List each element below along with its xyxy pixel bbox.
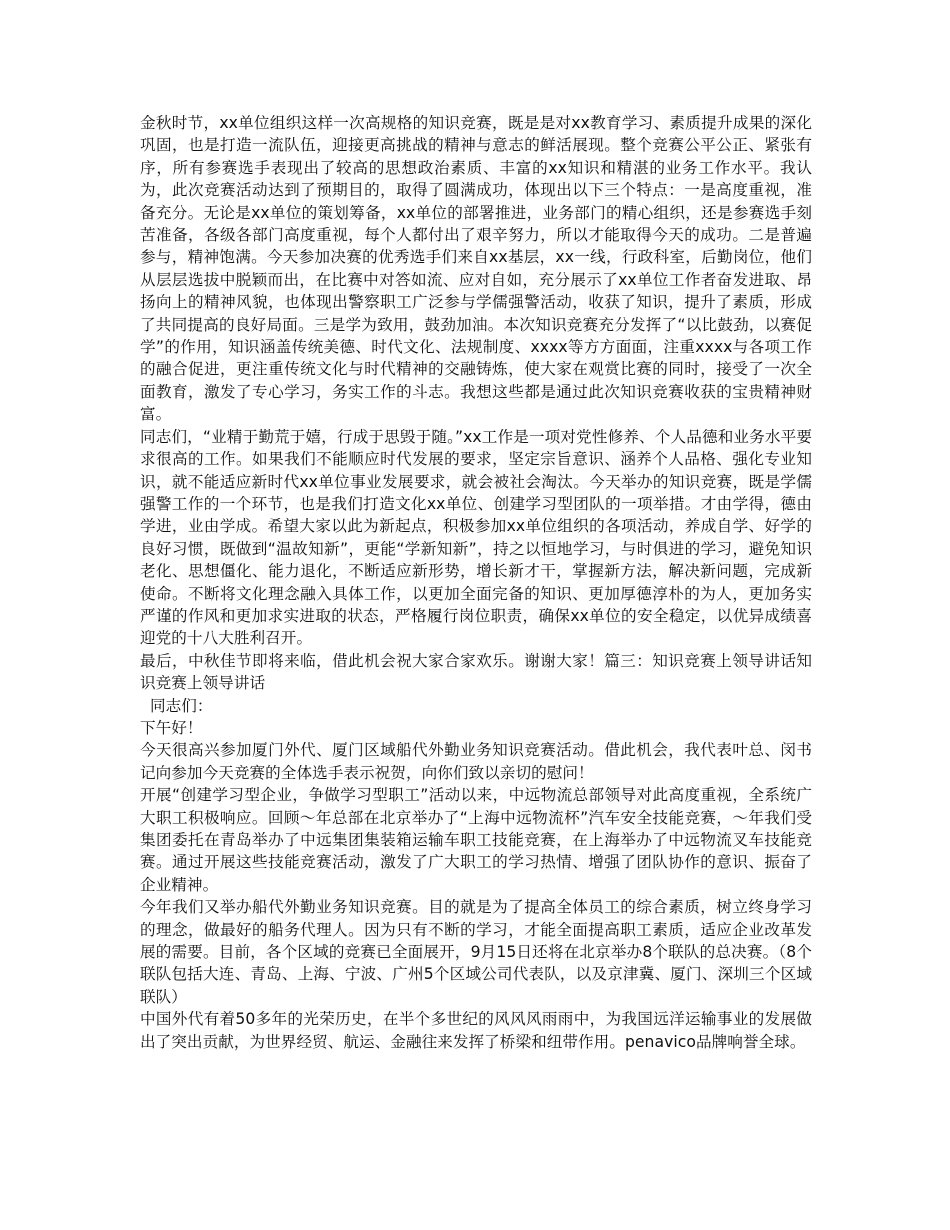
paragraph-history: 中国外代有着50多年的光荣历史，在半个多世纪的风风风雨雨中，为我国远洋运输事业的发展做出了突出贡献，为世界经贸、航运、金融往来发挥了桥梁和纽带作用。penavico品牌响誉全球。 bbox=[140, 1010, 812, 1051]
paragraph-salutation: 同志们： bbox=[150, 696, 213, 715]
paragraph-greeting: 下午好！ bbox=[140, 718, 203, 737]
paragraph-activities: 开展“创建学习型企业，争做学习型职工”活动以来，中远物流总部领导对此高度重视，全系统广大职工积极响应。回顾～年总部在北京举办了“上海中远物流杯”汽车安全技能竞赛，～年我们受集团委托在青岛举办了中远集团集装箱运输车职工技能竞赛，在上海举办了中远物流叉车技能竞赛。通过开展这些技能竞赛活动，激发了广大职工的学习热情、增强了团队协作的意识、振奋了企业精神。 bbox=[140, 786, 812, 894]
paragraph-closing: 最后，中秋佳节即将来临，借此机会祝大家合家欢乐。谢谢大家！篇三：知识竞赛上领导讲话知识竞赛上领导讲话 bbox=[140, 651, 812, 693]
paragraph-comrades: 同志们，“业精于勤荒于嬉，行成于思毁于随。”xx工作是一项对党性修养、个人品德和业务水平要求很高的工作。如果我们不能顺应时代发展的要求，坚定宗旨意识、涵养个人品格、强化专业知识，就不能适应新时代xx单位事业发展要求，就会被社会淘汰。今天举办的知识竞赛，既是学儒强警工作的一个环节，也是我们打造文化xx单位、创建学习型团队的一项举措。才由学得，德由学进，业由学成。希望大家以此为新起点，积极参加xx单位组织的各项活动，养成自学、好学的良好习惯，既做到“温故知新”，更能“学新知新”，持之以恒地学习，与时俱进的学习，避免知识老化、思想僵化、能力退化，不断适应新形势，增长新才干，掌握新方法，解决新问题，完成新使命。不断将文化理念融入具体工作，以更加全面完备的知识、更加厚德淳朴的为人，更加务实严谨的作风和更加求实进取的状态，严格履行岗位职责，确保xx单位的安全稳定，以优异成绩喜迎党的十八大胜利召开。 bbox=[140, 427, 812, 648]
paragraph-welcome: 今天很高兴参加厦门外代、厦门区域船代外勤业务知识竞赛活动。借此机会，我代表叶总、闵书记向参加今天竞赛的全体选手表示祝贺，向你们致以亲切的慰问！ bbox=[140, 741, 812, 782]
paragraph-competition: 今年我们又举办船代外勤业务知识竞赛。目的就是为了提高全体员工的综合素质，树立终身学习的理念，做最好的船务代理人。因为只有不断的学习，才能全面提高职工素质，适应企业改革发展的需要。目前，各个区域的竞赛已全面展开，9月15日还将在北京举办8个联队的总决赛。（8个联队包括大连、青岛、上海、宁波、广州5个区域公司代表队，以及京津冀、厦门、深圳三个区域联队） bbox=[140, 898, 812, 1006]
paragraph-opening: 金秋时节，xx单位组织这样一次高规格的知识竞赛，既是是对xx教育学习、素质提升成果的深化巩固，也是打造一流队伍，迎接更高挑战的精神与意志的鲜活展现。整个竞赛公平公正、紧张有序，所有参赛选手表现出了较高的思想政治素质、丰富的xx知识和精湛的业务工作水平。我认为，此次竞赛活动达到了预期目的，取得了圆满成功，体现出以下三个特点：一是高度重视，准备充分。无论是xx单位的策划筹备，xx单位的部署推进，业务部门的精心组织，还是参赛选手刻苦准备，各级各部门高度重视，每个人都付出了艰辛努力，所以才能取得今天的成功。二是普遍参与，精神饱满。今天参加决赛的优秀选手们来自xx基层，xx一线，行政科室，后勤岗位，他们从层层选拔中脱颖而出，在比赛中对答如流、应对自如，充分展示了xx单位工作者奋发进取、昂扬向上的精神风貌，也体现出警察职工广泛参与学儒强警活动，收获了知识，提升了素质，形成了共同提高的良好局面。三是学为致用，鼓劲加油。本次知识竞赛充分发挥了“以比鼓劲，以赛促学”的作用，知识涵盖传统美德、时代文化、法规制度、xxxx等方方面面，注重xxxx与各项工作的融合促进，更注重传统文化与时代精神的交融铸炼，使大家在观赏比赛的同时，接受了一次全面教育，激发了专心学习，务实工作的斗志。我想这些都是通过此次知识竞赛收获的宝贵精神财富。 bbox=[140, 114, 812, 424]
document-body bbox=[140, 112, 812, 1053]
